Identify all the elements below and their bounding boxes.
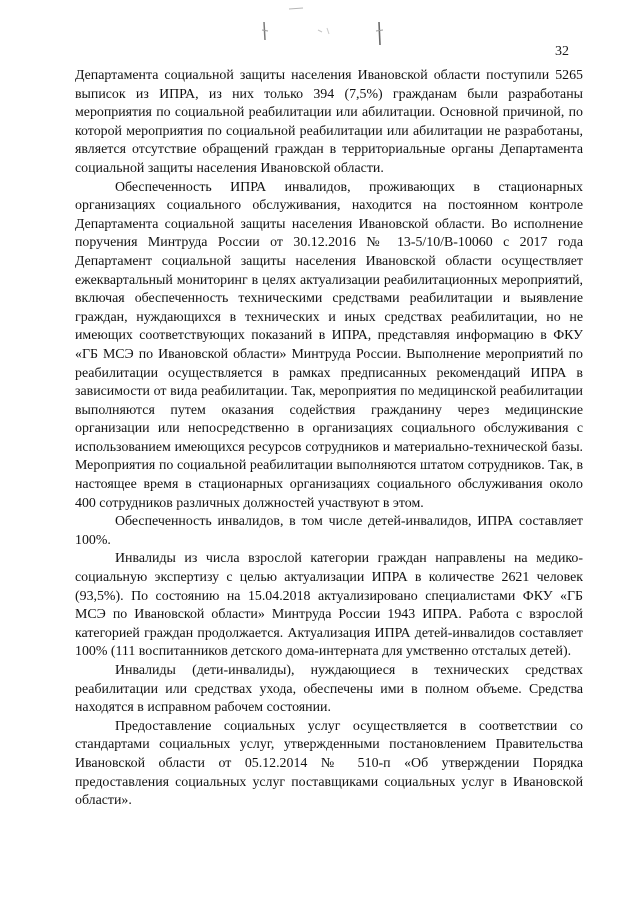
- paragraph-ipra-update: Инвалиды из числа взрослой категории граждан направлены на медико-социальную экспертизу с целью актуализации ИПРА в количестве 2621 человек (93,5%). По состоянию на 15.04.2018 актуализировано специалистами ФКУ «ГБ МСЭ по Ивановской области» Минтруда России 1943 ИПРА. Работа с взрослой категорией граждан продолжается. Актуализация ИПРА детей-инвалидов составляет 100% (111 воспитанников детского дома-интерната для умственно отсталых детей).: [75, 551, 583, 660]
- paragraph-ipra-coverage: Обеспеченность инвалидов, в том числе детей-инвалидов, ИПРА составляет 100%.: [75, 514, 583, 548]
- paragraph-social-services: Предоставление социальных услуг осуществляется в соответствии со стандартами социальных услуг, утвержденными постановлением Правительства Ивановской области от 05.12.2014 № 510-п «Об утверждении Порядка предоставления социальных услуг поставщиками социальных услуг в Ивановской области».: [75, 718, 583, 809]
- page-number: 32: [555, 44, 569, 59]
- scan-artifacts: [0, 0, 640, 60]
- paragraph-continuation: Департамента социальной защиты населения Ивановской области поступили 5265 выписок из ИПРА, из них только 394 (7,5%) гражданам были разработаны мероприятия по социальной реабилитации или абилитации. Основной причиной, по которой мероприятия по социальной реабилитации или абилитации не разработаны, является отсутствие обращений граждан в территориальные органы Департамента социальной защиты населения Ивановской области.: [75, 68, 583, 176]
- paragraph-ipra-stationary: Обеспеченность ИПРА инвалидов, проживающих в стационарных организациях социального обслуживания, находится на постоянном контроле Департамента социальной защиты населения Ивановской области. Во исполнение поручения Минтруда России от 30.12.2016 № 13-5/10/В-10060 с 2017 года Департамент социальной защиты населения Ивановской области осуществляет ежеквартальный мониторинг в целях актуализации реабилитационных мероприятий, включая обеспеченность техническими средствами реабилитации и выявление граждан, нуждающихся в технических и иных средствах реабилитации, но не имеющих соответствующих показаний в ИПРА, представляя информацию в ФКУ «ГБ МСЭ по Ивановской области» Минтруда России. Выполнение мероприятий по реабилитации осуществляется в рамках предписанных рекомендаций ИПРА в зависимости от вида реабилитации. Так, мероприятия по медицинской реабилитации выполняются путем оказания содействия гражданину через медицинские организации или непосредственно в организациях социального обслуживания с использованием имеющихся ресурсов сотрудников и материально-технической базы. Мероприятия по социальной реабилитации выполняются штатом сотрудников. Так, в настоящее время в стационарных организациях социального обслуживания около 400 сотрудников различных должностей участвуют в этом.: [75, 179, 583, 511]
- document-body: [75, 67, 583, 811]
- paragraph-technical-aids: Инвалиды (дети-инвалиды), нуждающиеся в технических средствах реабилитации или средствах ухода, обеспечены ими в полном объеме. Средства находятся в исправном рабочем состоянии.: [75, 663, 583, 716]
